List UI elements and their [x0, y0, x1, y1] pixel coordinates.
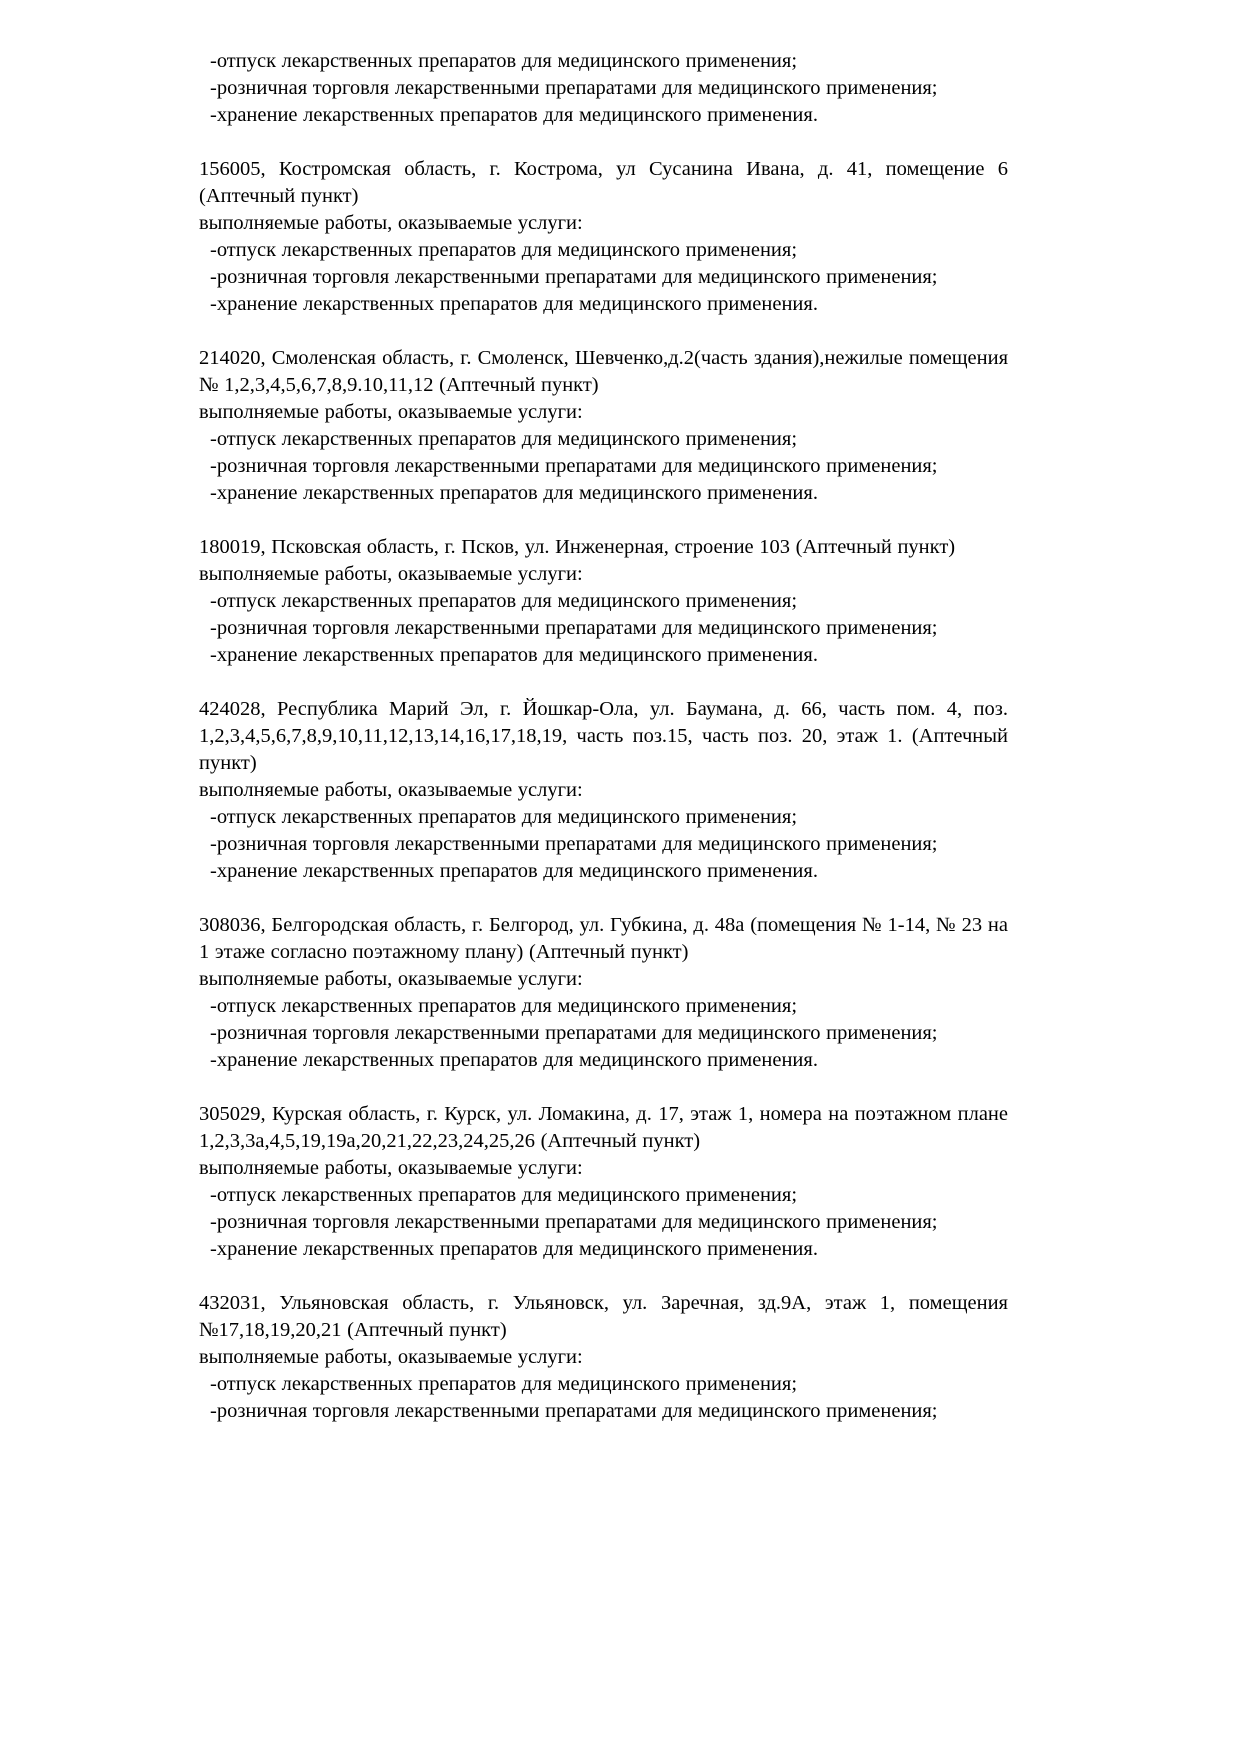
service-line: -отпуск лекарственных препаратов для медицинского применения;: [210, 239, 798, 261]
service-line: -хранение лекарственных препаратов для медицинского применения.: [210, 1238, 818, 1260]
service-line: -хранение лекарственных препаратов для медицинского применения.: [210, 293, 818, 315]
works-label: выполняемые работы, оказываемые услуги:: [199, 1346, 583, 1368]
license-entry: [199, 1290, 1008, 1425]
license-entry: [199, 156, 1008, 318]
works-label: выполняемые работы, оказываемые услуги:: [199, 1157, 583, 1179]
works-label: выполняемые работы, оказываемые услуги:: [199, 968, 583, 990]
service-line: -розничная торговля лекарственными препаратами для медицинского применения;: [210, 77, 938, 99]
license-entry: [199, 912, 1008, 1074]
service-line: -хранение лекарственных препаратов для медицинского применения.: [210, 1049, 818, 1071]
service-line: -розничная торговля лекарственными препаратами для медицинского применения;: [210, 266, 938, 288]
service-line: -отпуск лекарственных препаратов для медицинского применения;: [210, 806, 798, 828]
pharmacy-address: 305029, Курская область, г. Курск, ул. Ломакина, д. 17, этаж 1, номера на поэтажном плане 1,2,3,3а,4,5,19,19а,20,21,22,23,24,25,26 (Аптечный пункт): [199, 1103, 1008, 1152]
service-line: -розничная торговля лекарственными препаратами для медицинского применения;: [210, 1022, 938, 1044]
license-entry: [199, 534, 1008, 669]
service-line: -розничная торговля лекарственными препаратами для медицинского применения;: [210, 617, 938, 639]
pharmacy-address: 214020, Смоленская область, г. Смоленск, Шевченко,д.2(часть здания),нежилые помещения № 1,2,3,4,5,6,7,8,9.10,11,12 (Аптечный пункт): [199, 347, 1008, 396]
continuation-services-block: [199, 48, 1008, 129]
service-line: -розничная торговля лекарственными препаратами для медицинского применения;: [210, 1400, 938, 1422]
service-line: -отпуск лекарственных препаратов для медицинского применения;: [210, 1184, 798, 1206]
pharmacy-address: 156005, Костромская область, г. Кострома, ул Сусанина Ивана, д. 41, помещение 6 (Аптечный пункт): [199, 158, 1008, 207]
service-line: -хранение лекарственных препаратов для медицинского применения.: [210, 482, 818, 504]
works-label: выполняемые работы, оказываемые услуги:: [199, 563, 583, 585]
license-entry: [199, 345, 1008, 507]
service-line: -розничная торговля лекарственными препаратами для медицинского применения;: [210, 1211, 938, 1233]
works-label: выполняемые работы, оказываемые услуги:: [199, 212, 583, 234]
license-entry: [199, 696, 1008, 885]
service-line: -хранение лекарственных препаратов для медицинского применения.: [210, 104, 818, 126]
service-line: -розничная торговля лекарственными препаратами для медицинского применения;: [210, 455, 938, 477]
pharmacy-address: 432031, Ульяновская область, г. Ульяновск, ул. Заречная, зд.9А, этаж 1, помещения №17,18,19,20,21 (Аптечный пункт): [199, 1292, 1008, 1341]
service-line: -отпуск лекарственных препаратов для медицинского применения;: [210, 50, 798, 72]
license-entry: [199, 1101, 1008, 1263]
service-line: -отпуск лекарственных препаратов для медицинского применения;: [210, 995, 798, 1017]
service-line: -розничная торговля лекарственными препаратами для медицинского применения;: [210, 833, 938, 855]
service-line: -отпуск лекарственных препаратов для медицинского применения;: [210, 590, 798, 612]
works-label: выполняемые работы, оказываемые услуги:: [199, 401, 583, 423]
service-line: -хранение лекарственных препаратов для медицинского применения.: [210, 644, 818, 666]
service-line: -отпуск лекарственных препаратов для медицинского применения;: [210, 428, 798, 450]
service-line: -отпуск лекарственных препаратов для медицинского применения;: [210, 1373, 798, 1395]
pharmacy-address: 180019, Псковская область, г. Псков, ул. Инженерная, строение 103 (Аптечный пункт): [199, 536, 956, 558]
pharmacy-address: 424028, Республика Марий Эл, г. Йошкар-Ола, ул. Баумана, д. 66, часть пом. 4, поз. 1,2,3,4,5,6,7,8,9,10,11,12,13,14,16,17,18,19, часть поз.15, часть поз. 20, этаж 1. (Аптечный пункт): [199, 698, 1008, 774]
service-line: -хранение лекарственных препаратов для медицинского применения.: [210, 860, 818, 882]
works-label: выполняемые работы, оказываемые услуги:: [199, 779, 583, 801]
pharmacy-address: 308036, Белгородская область, г. Белгород, ул. Губкина, д. 48а (помещения № 1-14, № 23 на 1 этаже согласно поэтажному плану) (Аптечный пункт): [199, 914, 1008, 963]
